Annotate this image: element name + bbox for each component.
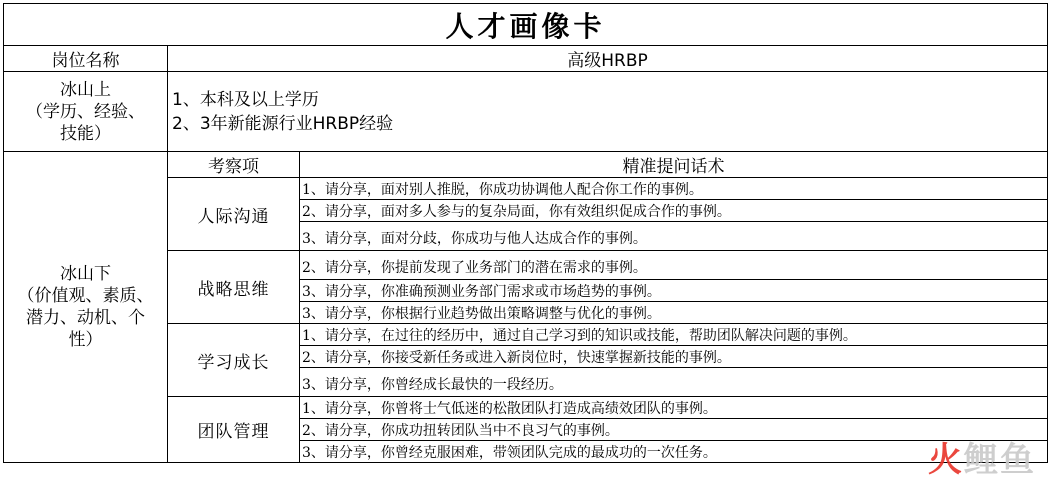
- question-cell: 1、请分享，在过往的经历中，通过自己学习到的知识或技能，帮助团队解决问题的事例。: [300, 324, 1048, 346]
- question-cell: 1、请分享，你曾将士气低迷的松散团队打造成高绩效团队的事例。: [300, 397, 1048, 419]
- question-cell: 2、请分享，面对多人参与的复杂局面，你有效组织促成合作的事例。: [300, 200, 1048, 222]
- iceberg-below-label-line: 冰山下: [60, 264, 111, 284]
- talent-profile-card: [3, 3, 1047, 470]
- iceberg-below-label-line: 潜力、动机、个: [26, 308, 145, 328]
- position-row: [4, 46, 1048, 72]
- dimension-cell: 学习成长: [168, 324, 300, 397]
- iceberg-above-label: [4, 72, 168, 152]
- question-cell: 3、请分享，你准确预测业务部门需求或市场趋势的事例。: [300, 280, 1048, 302]
- iceberg-above-label-line: 技能）: [60, 123, 111, 144]
- question-cell: 3、请分享，你根据行业趋势做出策略调整与优化的事例。: [300, 302, 1048, 324]
- question-cell: 3、请分享，面对分歧，你成功与他人达成合作的事例。: [300, 222, 1048, 251]
- dimension-cell: 团队管理: [168, 397, 300, 463]
- dimension-cell: 战略思维: [168, 251, 300, 324]
- questions-header: 精准提问话术: [300, 152, 1048, 178]
- iceberg-above-items: [168, 72, 1048, 152]
- question-cell: 2、请分享，你成功扭转团队当中不良习气的事例。: [300, 419, 1048, 441]
- question-cell: 2、请分享，你提前发现了业务部门的潜在需求的事例。: [300, 251, 1048, 280]
- iceberg-above-label-line: （学历、经验、: [26, 101, 145, 122]
- dimension-header: 考察项: [168, 152, 300, 178]
- iceberg-above-item: 1、本科及以上学历: [172, 89, 319, 110]
- iceberg-below-label: [4, 152, 168, 463]
- watermark-part-fire: 火: [928, 440, 964, 480]
- iceberg-above-label-line: 冰山上: [60, 79, 111, 100]
- dimension-cell: 人际沟通: [168, 178, 300, 251]
- position-value: 高级HRBP: [168, 46, 1048, 72]
- watermark-part-carp: 鲤鱼: [964, 440, 1036, 480]
- position-label: 岗位名称: [4, 46, 168, 72]
- iceberg-below-label-line: 性）: [68, 330, 103, 350]
- iceberg-above-item: 2、3年新能源行业HRBP经验: [172, 113, 394, 134]
- title-row: [4, 4, 1048, 46]
- question-cell: 3、请分享，你曾经克服困难，带领团队完成的最成功的一次任务。: [300, 441, 1048, 463]
- question-cell: 1、请分享，面对别人推脱，你成功协调他人配合你工作的事例。: [300, 178, 1048, 200]
- iceberg-below-header-row: [4, 152, 1048, 178]
- iceberg-below-label-line: （价值观、素质、: [17, 286, 154, 306]
- card-title: 人才画像卡: [4, 4, 1048, 46]
- question-cell: 3、请分享，你曾经成长最快的一段经历。: [300, 368, 1048, 397]
- question-cell: 2、请分享，你接受新任务或进入新岗位时，快速掌握新技能的事例。: [300, 346, 1048, 368]
- profile-table: [3, 3, 1048, 463]
- iceberg-above-row: [4, 72, 1048, 152]
